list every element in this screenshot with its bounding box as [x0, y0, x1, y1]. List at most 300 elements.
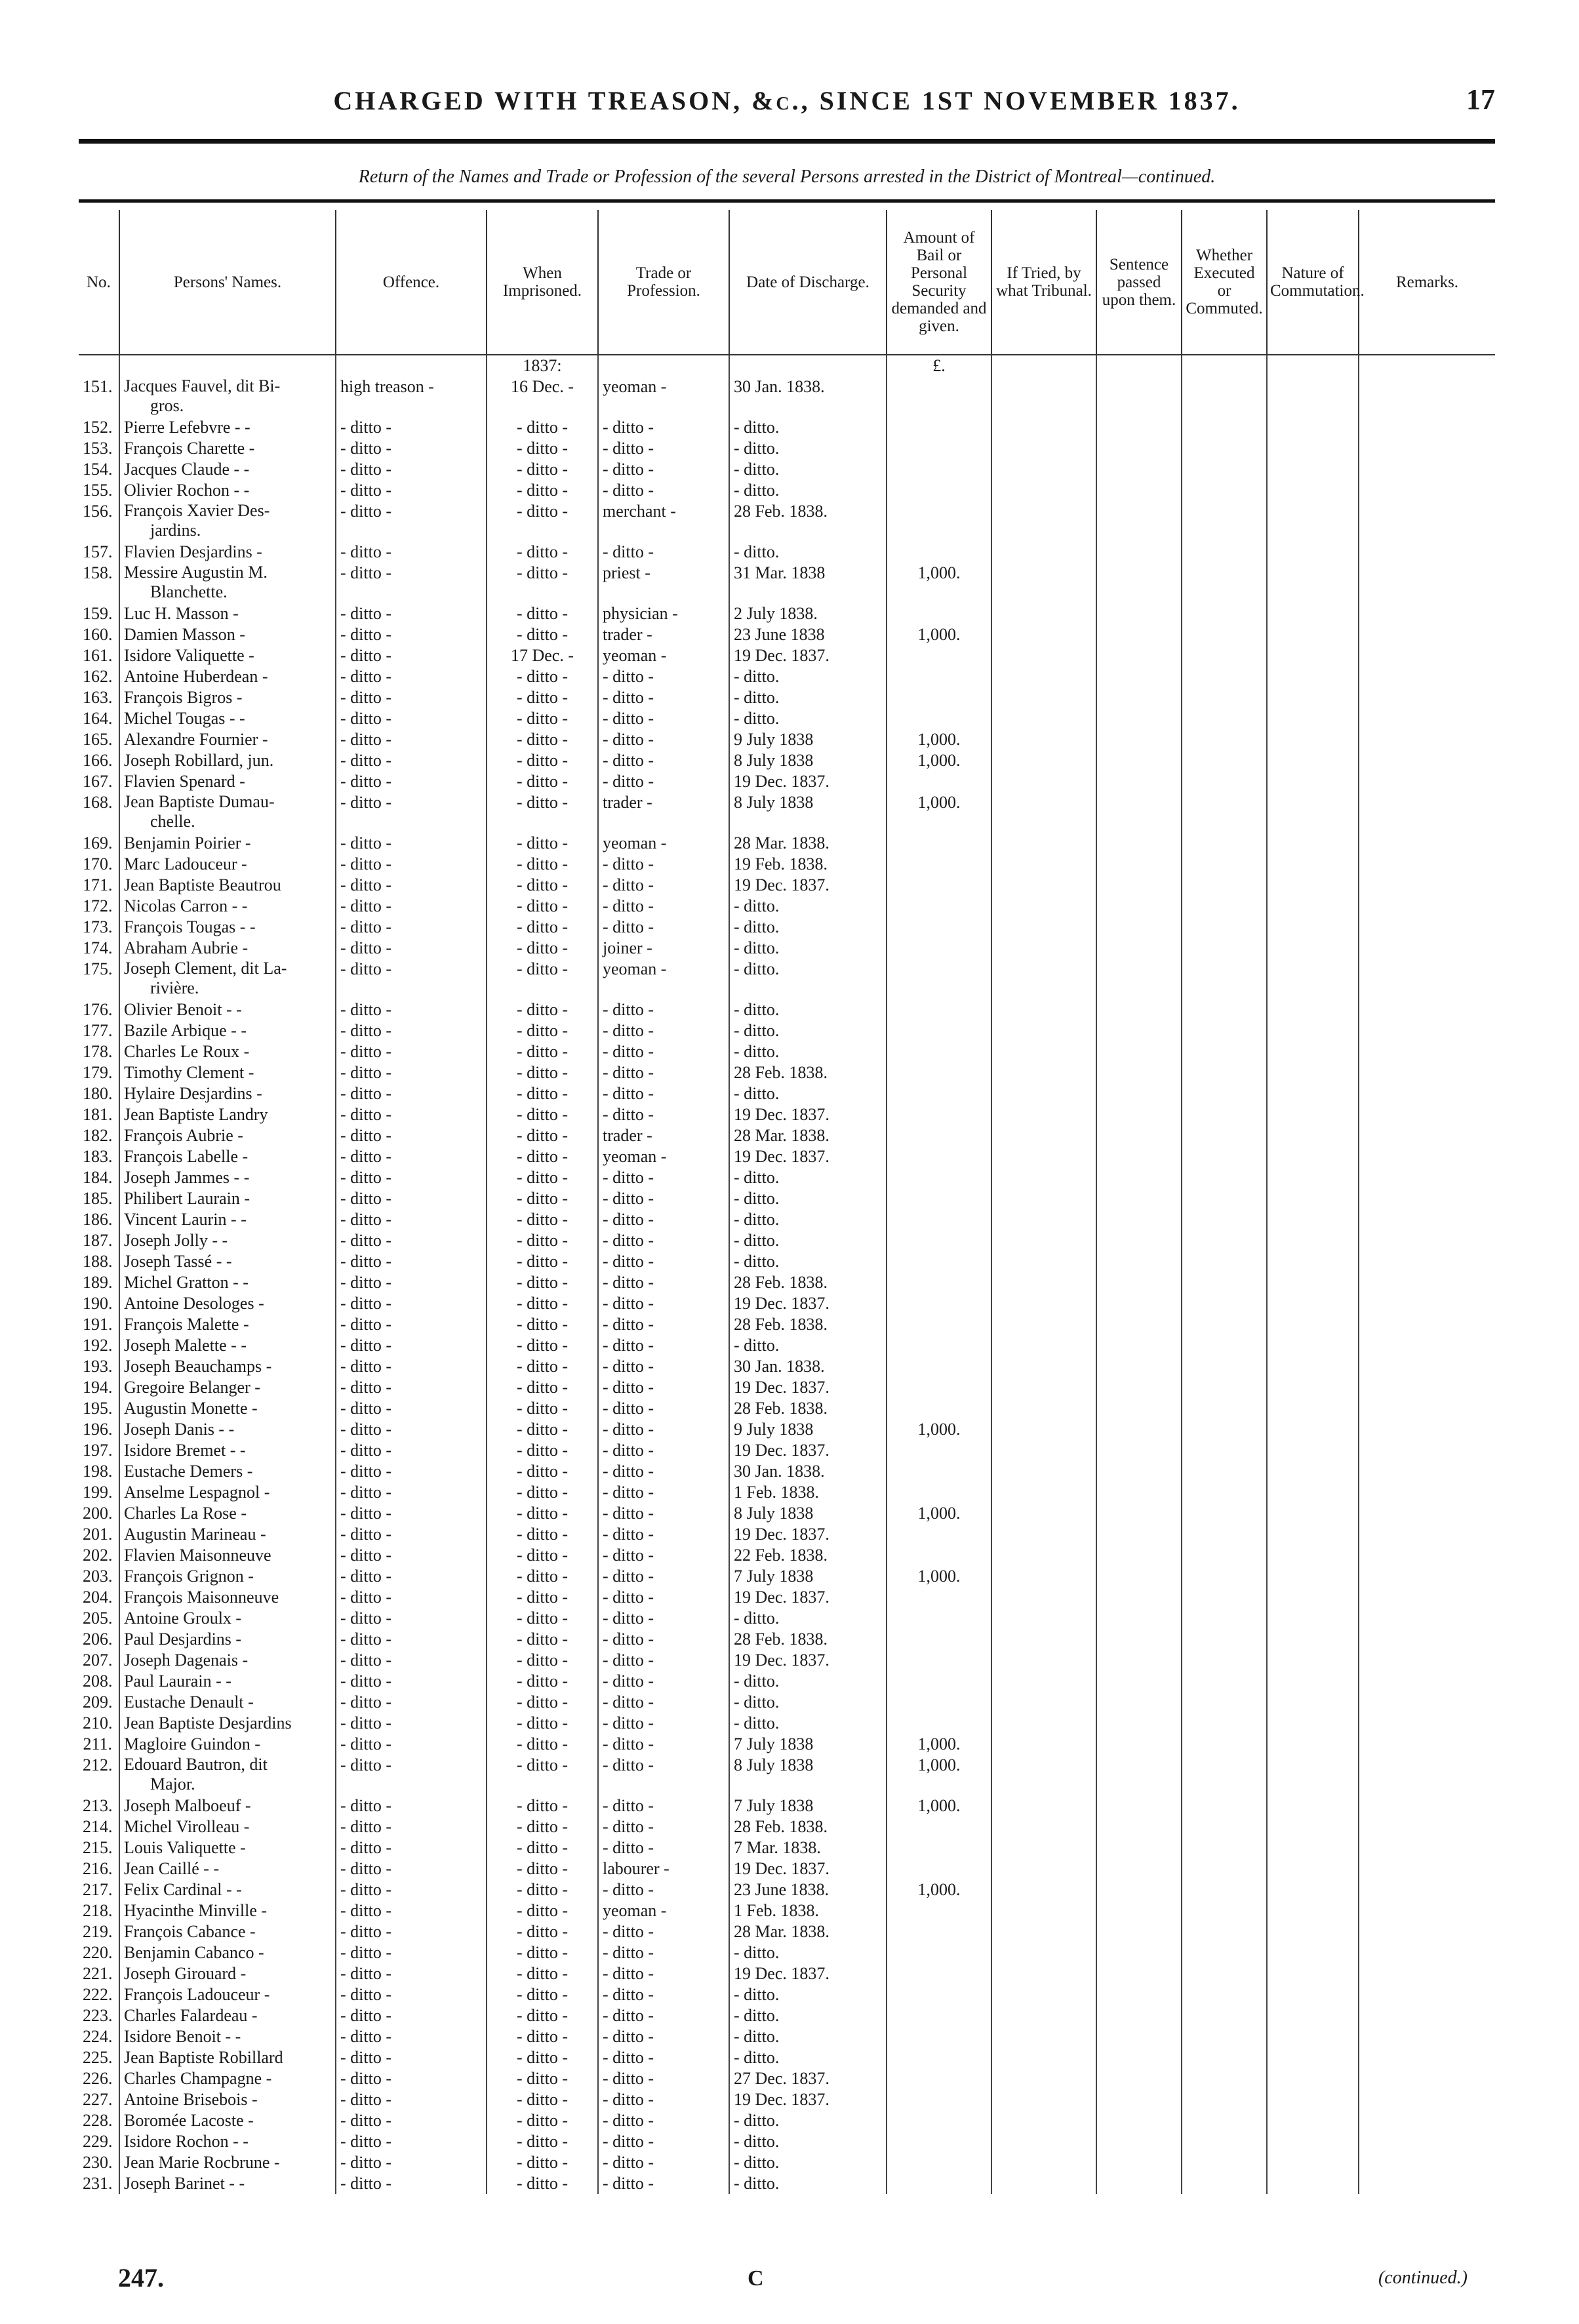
date-discharge: 28 Mar. 1838.: [729, 833, 887, 854]
offence: - ditto -: [336, 2005, 487, 2026]
empty-cell: [1096, 624, 1182, 645]
empty-cell: [1096, 2068, 1182, 2089]
bail-amount: 1,000.: [887, 1503, 991, 1524]
date-discharge: 9 July 1838: [729, 729, 887, 750]
offence: - ditto -: [336, 1587, 487, 1608]
empty-cell: [991, 854, 1096, 875]
empty-cell: [1096, 376, 1182, 417]
empty-cell: [1182, 1858, 1267, 1879]
empty-cell: [1096, 1566, 1182, 1587]
bail-amount: [887, 666, 991, 687]
table-row: [79, 1083, 1495, 1104]
empty-cell: [1267, 1755, 1359, 1795]
trade: - ditto -: [598, 1587, 729, 1608]
empty-cell: [1182, 1984, 1267, 2005]
empty-cell: [1359, 1837, 1495, 1858]
row-number: 198.: [83, 1462, 113, 1481]
empty-cell: [1359, 1461, 1495, 1482]
offence: - ditto -: [336, 1545, 487, 1566]
person-name: Jean Marie Rocbrune -: [119, 2152, 336, 2173]
person-name: Louis Valiquette -: [119, 1837, 336, 1858]
empty-cell: [991, 603, 1096, 624]
empty-cell: [1267, 1566, 1359, 1587]
date-imprisoned: - ditto -: [487, 896, 598, 917]
row-number: 192.: [83, 1336, 113, 1355]
empty-cell: [1267, 563, 1359, 603]
empty-cell: [1267, 1629, 1359, 1650]
empty-cell: [1096, 1041, 1182, 1062]
row-number: 165.: [83, 730, 113, 749]
trade: - ditto -: [598, 1795, 729, 1816]
date-discharge: 19 Dec. 1837.: [729, 1650, 887, 1671]
row-number: 223.: [83, 2006, 113, 2025]
trade: - ditto -: [598, 2005, 729, 2026]
date-imprisoned: - ditto -: [487, 1272, 598, 1293]
empty-cell: [1096, 1900, 1182, 1921]
person-name: Hyacinthe Minville -: [119, 1900, 336, 1921]
row-number: 200.: [83, 1504, 113, 1523]
empty-cell: [1096, 1188, 1182, 1209]
offence: - ditto -: [336, 1692, 487, 1713]
trade: - ditto -: [598, 1167, 729, 1188]
date-discharge: - ditto.: [729, 1209, 887, 1230]
empty-cell: [1096, 1921, 1182, 1942]
empty-cell: [1182, 1545, 1267, 1566]
table-row: [79, 792, 1495, 833]
table-row: [79, 1314, 1495, 1335]
table-row: [79, 1230, 1495, 1251]
empty-cell: [991, 2047, 1096, 2068]
date-discharge: - ditto.: [729, 917, 887, 938]
row-number: 181.: [83, 1105, 113, 1124]
row-number: 178.: [83, 1042, 113, 1061]
date-discharge: - ditto.: [729, 1942, 887, 1963]
offence: - ditto -: [336, 1419, 487, 1440]
person-name-continuation: chelle.: [150, 812, 195, 831]
row-number: 173.: [83, 917, 113, 936]
date-discharge: - ditto.: [729, 2152, 887, 2173]
table-row: [79, 1963, 1495, 1984]
date-imprisoned: - ditto -: [487, 687, 598, 708]
empty-cell: [1182, 2173, 1267, 2194]
table-row: [79, 1482, 1495, 1503]
empty-cell: [1267, 2152, 1359, 2173]
date-imprisoned: - ditto -: [487, 1608, 598, 1629]
empty-cell: [1359, 1503, 1495, 1524]
bail-amount: 1,000.: [887, 792, 991, 833]
bail-amount: [887, 1146, 991, 1167]
date-discharge: - ditto.: [729, 1713, 887, 1734]
trade: - ditto -: [598, 1461, 729, 1482]
trade: - ditto -: [598, 1314, 729, 1335]
date-discharge: - ditto.: [729, 459, 887, 480]
date-discharge: - ditto.: [729, 1041, 887, 1062]
person-name: François Cabance -: [119, 1921, 336, 1942]
table-row: [79, 624, 1495, 645]
empty-cell: [1096, 1795, 1182, 1816]
bail-amount: [887, 2152, 991, 2173]
offence: - ditto -: [336, 687, 487, 708]
date-imprisoned: - ditto -: [487, 1734, 598, 1755]
empty-cell: [1267, 708, 1359, 729]
bail-amount: [887, 1900, 991, 1921]
date-imprisoned: - ditto -: [487, 938, 598, 959]
row-number: 224.: [83, 2027, 113, 2046]
empty-cell: [1096, 1104, 1182, 1125]
empty-cell: [1182, 1062, 1267, 1083]
empty-cell: [1267, 1900, 1359, 1921]
empty-cell: [1096, 1734, 1182, 1755]
row-number: 208.: [83, 1672, 113, 1691]
empty-cell: [1182, 1041, 1267, 1062]
person-name: Antoine Desologes -: [119, 1293, 336, 1314]
row-number: 202.: [83, 1546, 113, 1565]
empty-cell: [1359, 1314, 1495, 1335]
person-name-line: Messire Augustin M.: [124, 563, 268, 582]
row-number: 177.: [83, 1021, 113, 1040]
empty-cell: [991, 1167, 1096, 1188]
empty-cell: [1359, 896, 1495, 917]
table-row: [79, 687, 1495, 708]
empty-cell: [1096, 1230, 1182, 1251]
date-discharge: - ditto.: [729, 2110, 887, 2131]
trade: - ditto -: [598, 1837, 729, 1858]
empty-cell: [991, 563, 1096, 603]
date-discharge: 28 Mar. 1838.: [729, 1125, 887, 1146]
empty-cell: [1267, 459, 1359, 480]
empty-cell: [991, 1041, 1096, 1062]
page-number: 17: [1466, 83, 1495, 115]
return-table: [79, 210, 1495, 2194]
person-name: Jean Baptiste Landry: [119, 1104, 336, 1125]
bail-amount: [887, 959, 991, 999]
trade: - ditto -: [598, 750, 729, 771]
empty-cell: [1267, 501, 1359, 542]
empty-cell: [1359, 1921, 1495, 1942]
row-number: 203.: [83, 1567, 113, 1586]
trade: - ditto -: [598, 1083, 729, 1104]
date-discharge: - ditto.: [729, 1608, 887, 1629]
table-row: [79, 959, 1495, 999]
trade: - ditto -: [598, 1293, 729, 1314]
date-imprisoned: - ditto -: [487, 1377, 598, 1398]
date-discharge: 19 Dec. 1837.: [729, 1146, 887, 1167]
empty-cell: [1096, 687, 1182, 708]
empty-cell: [1182, 1020, 1267, 1041]
date-imprisoned: 17 Dec. -: [487, 645, 598, 666]
table-row: [79, 417, 1495, 438]
empty-cell: [991, 1419, 1096, 1440]
bail-amount: [887, 1629, 991, 1650]
date-discharge: 9 July 1838: [729, 1419, 887, 1440]
row-number: 213.: [83, 1796, 113, 1815]
running-head: [79, 79, 1495, 131]
table-row: [79, 1942, 1495, 1963]
table-row: [79, 938, 1495, 959]
empty-cell: [991, 1921, 1096, 1942]
bail-amount: [887, 1230, 991, 1251]
offence: - ditto -: [336, 896, 487, 917]
person-name: François Charette -: [119, 438, 336, 459]
row-number: 220.: [83, 1943, 113, 1962]
empty-cell: [1182, 645, 1267, 666]
empty-cell: [1182, 1440, 1267, 1461]
offence: - ditto -: [336, 1062, 487, 1083]
table-row: [79, 1734, 1495, 1755]
empty-cell: [991, 959, 1096, 999]
empty-cell: [1096, 2173, 1182, 2194]
trade: - ditto -: [598, 1629, 729, 1650]
person-name-line: Jacques Fauvel, dit Bi-: [124, 376, 281, 395]
empty-cell: [1359, 603, 1495, 624]
bail-amount: [887, 2047, 991, 2068]
col-offence: Offence.: [336, 210, 487, 355]
date-imprisoned: - ditto -: [487, 1167, 598, 1188]
table-row: [79, 666, 1495, 687]
empty-cell: [991, 1503, 1096, 1524]
date-imprisoned: - ditto -: [487, 833, 598, 854]
empty-cell: [991, 999, 1096, 1020]
offence: - ditto -: [336, 1734, 487, 1755]
row-number: 188.: [83, 1252, 113, 1271]
empty-cell: [991, 1713, 1096, 1734]
date-imprisoned: - ditto -: [487, 1083, 598, 1104]
trade: - ditto -: [598, 2089, 729, 2110]
person-name: Pierre Lefebvre - -: [119, 417, 336, 438]
date-imprisoned: - ditto -: [487, 1041, 598, 1062]
table-row: [79, 2173, 1495, 2194]
date-discharge: 23 June 1838: [729, 624, 887, 645]
empty-cell: [1267, 729, 1359, 750]
empty-cell: [1182, 1104, 1267, 1125]
offence: - ditto -: [336, 854, 487, 875]
empty-cell: [1267, 1419, 1359, 1440]
offence: - ditto -: [336, 1879, 487, 1900]
date-discharge: - ditto.: [729, 666, 887, 687]
empty-cell: [1182, 2047, 1267, 2068]
trade: - ditto -: [598, 1482, 729, 1503]
trade: - ditto -: [598, 1062, 729, 1083]
empty-cell: [991, 1356, 1096, 1377]
date-imprisoned: - ditto -: [487, 1398, 598, 1419]
empty-cell: [1182, 501, 1267, 542]
bail-amount: 1,000.: [887, 1879, 991, 1900]
date-imprisoned: - ditto -: [487, 1146, 598, 1167]
empty-cell: [1359, 1419, 1495, 1440]
bail-amount: [887, 938, 991, 959]
offence: - ditto -: [336, 1440, 487, 1461]
empty-cell: [1267, 1984, 1359, 2005]
row-number: 155.: [83, 481, 113, 500]
empty-cell: [1267, 542, 1359, 563]
person-name: Isidore Benoit - -: [119, 2026, 336, 2047]
empty-cell: [1096, 854, 1182, 875]
person-name: Boromée Lacoste -: [119, 2110, 336, 2131]
offence: - ditto -: [336, 1566, 487, 1587]
trade: - ditto -: [598, 708, 729, 729]
empty-cell: [1267, 875, 1359, 896]
table-row: [79, 1251, 1495, 1272]
date-discharge: 28 Feb. 1838.: [729, 1629, 887, 1650]
empty-cell: [1096, 833, 1182, 854]
empty-cell: [1267, 603, 1359, 624]
date-imprisoned: - ditto -: [487, 959, 598, 999]
date-imprisoned: - ditto -: [487, 1314, 598, 1335]
trade: - ditto -: [598, 687, 729, 708]
person-name: Joseph Malette - -: [119, 1335, 336, 1356]
empty-cell: [1359, 1816, 1495, 1837]
date-discharge: - ditto.: [729, 1167, 887, 1188]
date-discharge: - ditto.: [729, 2026, 887, 2047]
row-number: 209.: [83, 1693, 113, 1712]
bail-amount: [887, 999, 991, 1020]
empty-cell: [1359, 1587, 1495, 1608]
empty-cell: [1359, 1608, 1495, 1629]
table-row: [79, 1713, 1495, 1734]
empty-cell: [991, 1963, 1096, 1984]
bail-amount: [887, 417, 991, 438]
empty-cell: [1182, 2005, 1267, 2026]
empty-cell: [1182, 1461, 1267, 1482]
empty-cell: [1182, 1963, 1267, 1984]
header-rule: [79, 139, 1495, 144]
bail-amount: 1,000.: [887, 1755, 991, 1795]
bail-amount: [887, 1608, 991, 1629]
empty-cell: [1182, 1671, 1267, 1692]
date-imprisoned: - ditto -: [487, 1482, 598, 1503]
row-number: 219.: [83, 1922, 113, 1941]
bail-amount: [887, 480, 991, 501]
bail-amount: [887, 708, 991, 729]
date-imprisoned: - ditto -: [487, 1984, 598, 2005]
empty-cell: [1182, 1272, 1267, 1293]
person-name: Charles Le Roux -: [119, 1041, 336, 1062]
bail-amount: [887, 1587, 991, 1608]
empty-cell: [1267, 1020, 1359, 1041]
empty-cell: [1267, 833, 1359, 854]
offence: - ditto -: [336, 1816, 487, 1837]
trade: - ditto -: [598, 1984, 729, 2005]
date-imprisoned: - ditto -: [487, 1251, 598, 1272]
date-imprisoned: - ditto -: [487, 1816, 598, 1837]
bail-amount: [887, 1858, 991, 1879]
offence: - ditto -: [336, 1963, 487, 1984]
empty-cell: [991, 438, 1096, 459]
row-number: 162.: [83, 667, 113, 686]
empty-cell: [1182, 917, 1267, 938]
empty-cell: [991, 687, 1096, 708]
empty-cell: [1182, 1377, 1267, 1398]
trade: - ditto -: [598, 854, 729, 875]
trade: trader -: [598, 624, 729, 645]
empty-cell: [1182, 1083, 1267, 1104]
trade: - ditto -: [598, 1755, 729, 1795]
bail-amount: [887, 1062, 991, 1083]
table-row: [79, 2152, 1495, 2173]
offence: - ditto -: [336, 480, 487, 501]
offence: - ditto -: [336, 792, 487, 833]
empty-cell: [1096, 999, 1182, 1020]
date-imprisoned: - ditto -: [487, 542, 598, 563]
row-number: 152.: [83, 418, 113, 437]
date-discharge: 7 Mar. 1838.: [729, 1837, 887, 1858]
empty-cell: [991, 792, 1096, 833]
trade: - ditto -: [598, 1650, 729, 1671]
empty-cell: [1359, 1251, 1495, 1272]
empty-cell: [1096, 1984, 1182, 2005]
row-number: 214.: [83, 1817, 113, 1836]
footer-sheet-number: 247.: [118, 2263, 164, 2293]
empty-cell: [991, 2026, 1096, 2047]
empty-cell: [991, 729, 1096, 750]
date-imprisoned: - ditto -: [487, 1356, 598, 1377]
empty-cell: [991, 1272, 1096, 1293]
row-number: 164.: [83, 709, 113, 728]
bail-amount: 1,000.: [887, 750, 991, 771]
person-name: Hylaire Desjardins -: [119, 1083, 336, 1104]
empty-cell: [1182, 1482, 1267, 1503]
empty-cell: [1267, 1356, 1359, 1377]
table-row: [79, 459, 1495, 480]
date-imprisoned: - ditto -: [487, 2047, 598, 2068]
trade: - ditto -: [598, 1419, 729, 1440]
person-name: Joseph Tassé - -: [119, 1251, 336, 1272]
row-number: 199.: [83, 1483, 113, 1502]
empty-cell: [1096, 938, 1182, 959]
row-number: 231.: [83, 2174, 113, 2193]
empty-cell: [1182, 1879, 1267, 1900]
empty-cell: [991, 875, 1096, 896]
person-name: Antoine Huberdean -: [119, 666, 336, 687]
trade: - ditto -: [598, 1566, 729, 1587]
bail-amount: [887, 1545, 991, 1566]
bail-amount: [887, 1104, 991, 1125]
empty-cell: [1182, 2110, 1267, 2131]
empty-cell: [1182, 1503, 1267, 1524]
empty-cell: [1182, 959, 1267, 999]
person-name: Vincent Laurin - -: [119, 1209, 336, 1230]
empty-cell: [991, 1816, 1096, 1837]
offence: - ditto -: [336, 563, 487, 603]
offence: high treason -: [336, 376, 487, 417]
empty-cell: [1096, 1377, 1182, 1398]
table-row: [79, 2089, 1495, 2110]
empty-cell: [1267, 1608, 1359, 1629]
offence: - ditto -: [336, 1251, 487, 1272]
date-discharge: 19 Dec. 1837.: [729, 1858, 887, 1879]
empty-cell: [1267, 2026, 1359, 2047]
empty-cell: [1096, 771, 1182, 792]
offence: - ditto -: [336, 1900, 487, 1921]
person-name: Damien Masson -: [119, 624, 336, 645]
offence: - ditto -: [336, 2131, 487, 2152]
offence: - ditto -: [336, 1041, 487, 1062]
person-name: Jean Baptiste Robillard: [119, 2047, 336, 2068]
empty-cell: [1267, 687, 1359, 708]
trade: - ditto -: [598, 1734, 729, 1755]
row-number: 205.: [83, 1609, 113, 1628]
empty-cell: [1359, 959, 1495, 999]
trade: - ditto -: [598, 2152, 729, 2173]
col-executed: Whether Executed or Commuted.: [1182, 210, 1267, 355]
offence: - ditto -: [336, 1209, 487, 1230]
empty-cell: [1267, 1858, 1359, 1879]
empty-cell: [1182, 1356, 1267, 1377]
empty-cell: [1267, 1671, 1359, 1692]
empty-cell: [1359, 417, 1495, 438]
empty-cell: [1267, 1083, 1359, 1104]
person-name-continuation: Blanchette.: [150, 582, 228, 601]
